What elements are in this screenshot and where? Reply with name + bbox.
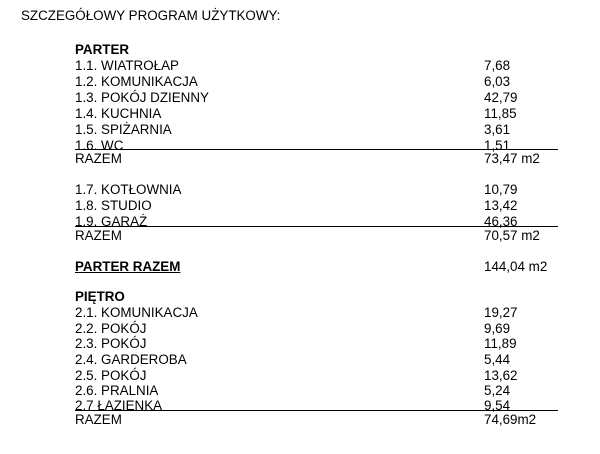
room-area: 11,89 (484, 336, 517, 351)
room-area: 42,79 (484, 90, 518, 105)
subtotal-row (75, 151, 565, 168)
room-label: 2.1. KOMUNIKACJA (75, 305, 198, 320)
room-area: 13,62 (484, 368, 518, 383)
subtotal-area: 73,47 m2 (484, 151, 540, 166)
room-label: 2.3. POKÓJ (75, 336, 147, 351)
room-label: 1.4. KUCHNIA (75, 106, 162, 121)
subtotal-row (75, 412, 565, 429)
room-area: 1,51 (484, 138, 511, 153)
section-heading-label: PARTER (75, 42, 130, 57)
room-label: 2.2. POKÓJ (75, 321, 147, 336)
room-area: 5,44 (484, 352, 511, 367)
room-label: 1.8. STUDIO (75, 198, 152, 213)
section-heading-pietro (75, 289, 565, 306)
section-heading-parter (75, 42, 565, 59)
sum-divider (75, 226, 558, 227)
room-label: 2.6. PRALNIA (75, 383, 159, 398)
document-title: SZCZEGÓŁOWY PROGRAM UŻYTKOWY: (21, 8, 281, 23)
room-row (75, 182, 565, 199)
room-label: 1.6. WC (75, 138, 124, 153)
floor-total-area: 144,04 m2 (484, 259, 548, 274)
room-area: 19,27 (484, 305, 518, 320)
room-area: 10,79 (484, 182, 518, 197)
room-area: 13,42 (484, 198, 518, 213)
room-label: 1.1. WIATROŁAP (75, 58, 179, 73)
room-row (75, 198, 565, 215)
room-area: 11,85 (484, 106, 517, 121)
subtotal-area: 70,57 m2 (484, 228, 540, 243)
room-label: 1.7. KOTŁOWNIA (75, 182, 182, 197)
sum-divider (75, 149, 558, 150)
subtotal-label: RAZEM (75, 412, 122, 427)
room-area: 46,36 (484, 214, 518, 229)
room-row (75, 90, 565, 107)
room-row (75, 305, 565, 322)
room-row (75, 106, 565, 123)
room-row (75, 336, 565, 353)
room-row (75, 122, 565, 139)
room-area: 9,54 (484, 398, 511, 413)
sum-divider (75, 410, 558, 411)
room-area: 5,24 (484, 383, 511, 398)
room-label: 1.2. KOMUNIKACJA (75, 74, 198, 89)
room-label: 1.5. SPIŻARNIA (75, 122, 172, 137)
room-row (75, 58, 565, 75)
subtotal-label: RAZEM (75, 151, 122, 166)
floor-total-label: PARTER RAZEM (75, 259, 181, 274)
room-area: 6,03 (484, 74, 511, 89)
room-row (75, 352, 565, 369)
subtotal-label: RAZEM (75, 228, 122, 243)
subtotal-row (75, 228, 565, 245)
room-area: 7,68 (484, 58, 511, 73)
room-label: 2.7 ŁAZIENKA (75, 398, 163, 413)
room-label: 1.9. GARAŻ (75, 214, 148, 229)
room-row (75, 74, 565, 91)
subtotal-area: 74,69m2 (484, 412, 537, 427)
room-area: 9,69 (484, 321, 511, 336)
room-area: 3,61 (484, 122, 511, 137)
room-label: 2.5. POKÓJ (75, 368, 147, 383)
section-heading-label: PIĘTRO (75, 289, 125, 304)
room-label: 1.3. POKÓJ DZIENNY (75, 90, 209, 105)
floor-total-row (75, 259, 565, 276)
room-label: 2.4. GARDEROBA (75, 352, 187, 367)
